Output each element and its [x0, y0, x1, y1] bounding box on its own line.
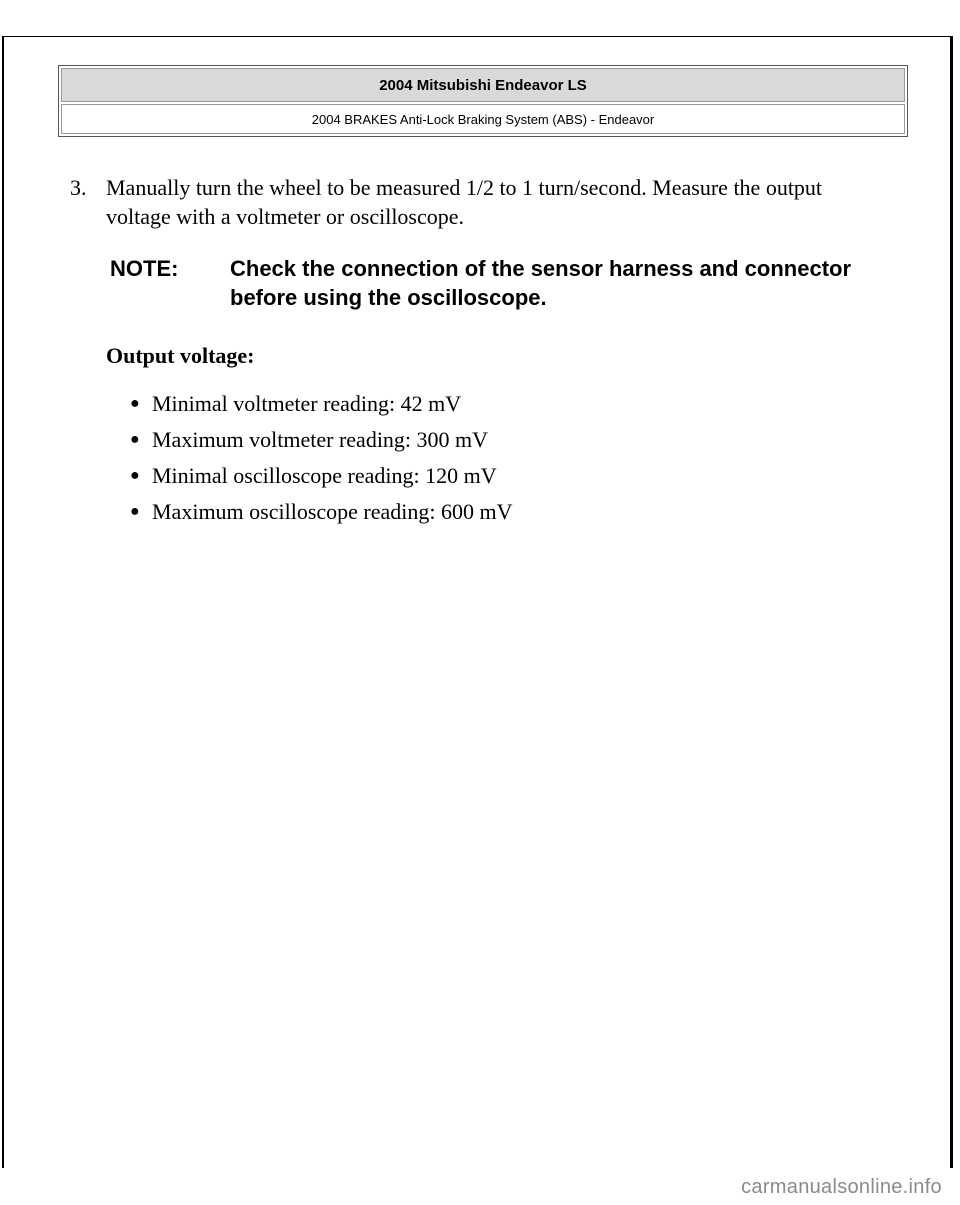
- bullet-icon: ●: [130, 467, 140, 484]
- site-watermark: carmanualsonline.info: [741, 1176, 942, 1198]
- output-voltage-list: [130, 389, 513, 533]
- list-item: [130, 389, 513, 425]
- bullet-icon: ●: [130, 431, 140, 448]
- list-item-text: Maximum voltmeter reading: 300 mV: [152, 427, 489, 452]
- document-title: 2004 Mitsubishi Endeavor LS: [61, 68, 905, 102]
- note-text: Check the connection of the sensor harness and connector before using the oscilloscope.: [230, 256, 852, 310]
- list-item: [130, 461, 513, 497]
- list-item: [130, 497, 513, 533]
- step-number: 3.: [70, 175, 87, 200]
- step-text: Manually turn the wheel to be measured 1/2 to 1 turn/second. Measure the output voltage with a voltmeter or oscilloscope.: [106, 175, 823, 229]
- list-item: [130, 425, 513, 461]
- note-label: NOTE:: [110, 256, 179, 281]
- document-header: [58, 65, 908, 137]
- output-voltage-heading: Output voltage:: [106, 343, 255, 368]
- bullet-icon: ●: [130, 395, 140, 412]
- list-item-text: Minimal voltmeter reading: 42 mV: [152, 391, 462, 416]
- list-item-text: Maximum oscilloscope reading: 600 mV: [152, 499, 513, 524]
- list-item-text: Minimal oscilloscope reading: 120 mV: [152, 463, 497, 488]
- bullet-icon: ●: [130, 503, 140, 520]
- document-subtitle: 2004 BRAKES Anti-Lock Braking System (ABS) - Endeavor: [61, 104, 905, 134]
